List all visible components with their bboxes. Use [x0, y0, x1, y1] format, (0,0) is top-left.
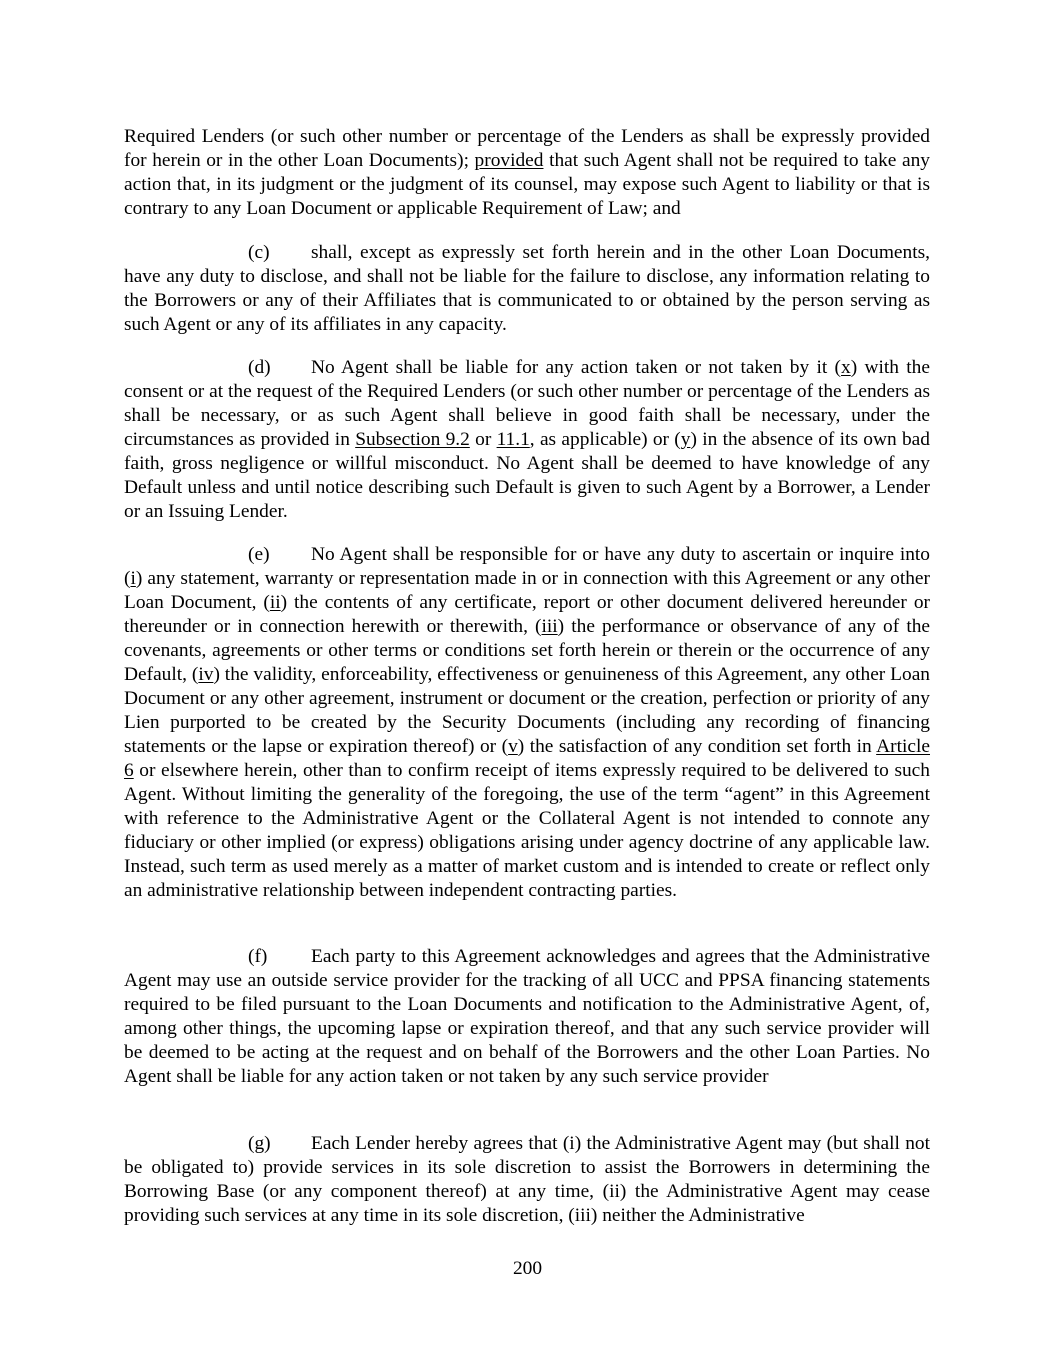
text-segment: shall, except as expressly set forth herein and in the other Loan Documents, have any duty to disclose, and shall not be liable for the failure to disclose, any information relating to the Borrowers or any of their Affiliates that is communicated to or obtained by the person serving as such Agent or any of its affiliates in any capacity. — [124, 242, 930, 335]
text-segment: that such Agent shall not be required to take any action that, in its judgment or the judgment of its counsel, may expose such Agent to liability or that is contrary to any Loan Document or applicable Requirement of Law; and — [124, 150, 930, 219]
page-number: 200 — [512, 1258, 543, 1279]
text-segment: ) any statement, warranty or representation made in or in connection with this Agreement or any other Loan Document, ( — [124, 568, 930, 613]
underlined-term: y — [680, 429, 691, 450]
subsection-reference: Subsection 9.2 — [355, 429, 470, 450]
text-segment: Each party to this Agreement acknowledges and agrees that the Administrative Agent may use an outside service provider for the tracking of all UCC and PPSA financing statements required to be filed pursuant to the Loan Documents and notification to the Administrative Agent, of, among other things, the upcoming lapse or expiration thereof, and that any such service provider will be deemed to be acting at the request and on behalf of the Borrowers and the other Loan Parties. No Agent shall be liable for any action taken or not taken by any such service provider — [124, 946, 930, 1087]
paragraph-continuation — [124, 125, 930, 221]
paragraph-label: (e) — [248, 544, 270, 565]
underlined-term: provided — [474, 150, 544, 171]
underlined-term: iv — [198, 664, 214, 685]
text-segment: , as applicable) or ( — [529, 429, 681, 450]
underlined-term: v — [508, 736, 518, 757]
underlined-term: ii — [269, 592, 281, 613]
text-segment: ) with the consent or at the request of the Required Lenders (or such other number or percentage of the Lenders as shall be necessary, or as such Agent shall believe in good faith shall be necessary, under the circumstances as provided in — [124, 357, 930, 450]
text-segment: No Agent shall be liable for any action taken or not taken by it ( — [311, 357, 842, 378]
subsection-reference: 11.1 — [496, 429, 530, 450]
text-segment: ) the performance or observance of any of the covenants, agreements or other terms or conditions set forth herein or therein or the occurrence of any Default, ( — [124, 616, 931, 685]
paragraph-c — [124, 241, 930, 337]
text-segment: No Agent shall be responsible for or have any duty to ascertain or inquire into ( — [124, 544, 930, 589]
text-segment: ) the contents of any certificate, report or other document delivered hereunder or thereunder or in connection herewith or therewith, ( — [124, 592, 930, 637]
text-segment: ) the satisfaction of any condition set forth in — [517, 736, 877, 757]
underlined-term: i — [130, 568, 136, 589]
text-segment: Required Lenders (or such other number or percentage of the Lenders as shall be expressly provided for herein or in the other Loan Documents); — [124, 126, 930, 171]
text-segment: ) the validity, enforceability, effectiveness or genuineness of this Agreement, any other Loan Document or any other agreement, instrument or document or the creation, perfection or priority of any Lien purported to be created by the Security Documents (including any recording of financing statements or the lapse or expiration thereof) or ( — [124, 664, 931, 757]
paragraph-d — [124, 356, 930, 524]
paragraph-f — [124, 945, 930, 1089]
paragraph-label: (d) — [248, 357, 271, 378]
text-segment: Each Lender hereby agrees that (i) the Administrative Agent may (but shall not be obligated to) provide services in its sole discretion to assist the Borrowers in determining the Borrowing Base (or any component thereof) at any time, (ii) the Administrative Agent may cease providing such services at any time in its sole discretion, (iii) neither the Administrative — [124, 1133, 930, 1226]
text-segment: or elsewhere herein, other than to confirm receipt of items expressly required to be delivered to such Agent. Without limiting the generality of the foregoing, the use of the term “agent” in this Agreement with reference to the Administrative Agent or the Collateral Agent is not intended to connote any fiduciary or other implied (or express) obligations arising under agency doctrine of any applicable law. Instead, such term as used merely as a matter of market custom and is intended to create or reflect only an administrative relationship between independent contracting parties. — [124, 760, 930, 901]
text-segment: ) in the absence of its own bad faith, gross negligence or willful misconduct. No Agent shall be deemed to have knowledge of any Default unless and until notice describing such Default is given to such Agent by a Borrower, a Lender or an Issuing Lender. — [124, 429, 930, 522]
paragraph-e — [124, 543, 930, 903]
underlined-term: iii — [541, 616, 558, 637]
underlined-term: x — [841, 357, 851, 378]
text-segment: or — [469, 429, 497, 450]
article-reference: Article 6 — [124, 736, 930, 781]
paragraph-g — [124, 1132, 930, 1228]
paragraph-label: (c) — [248, 242, 270, 263]
paragraph-label: (f) — [248, 946, 268, 967]
paragraph-label: (g) — [248, 1133, 271, 1154]
